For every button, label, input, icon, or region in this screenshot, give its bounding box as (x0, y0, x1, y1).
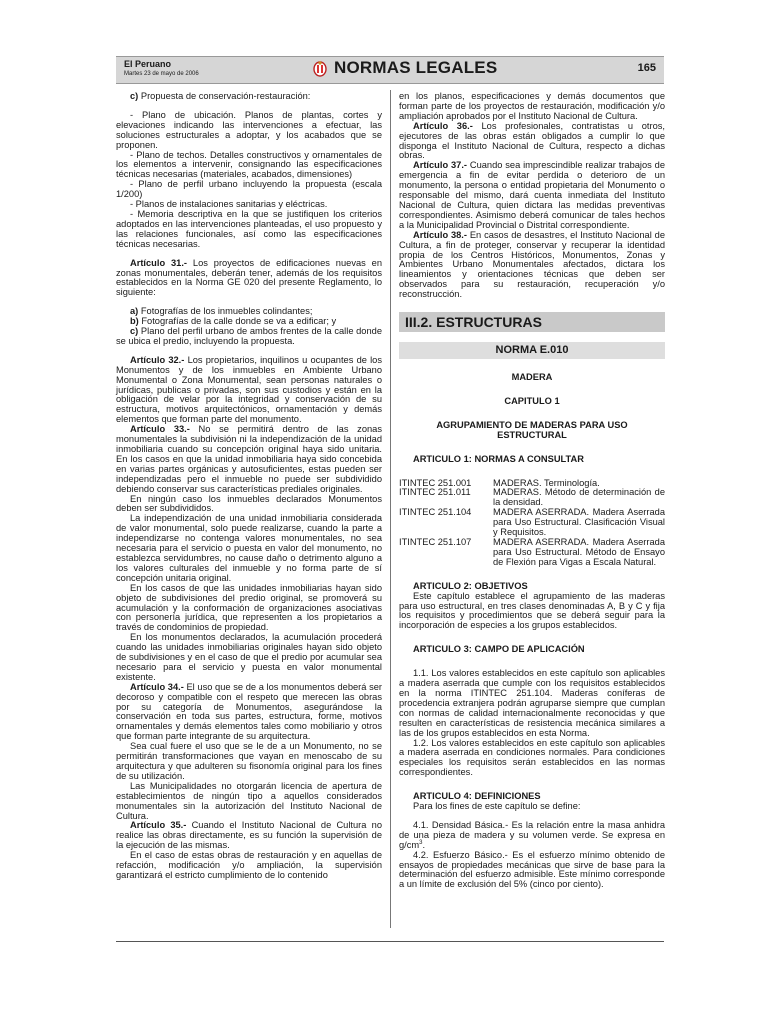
spacer (399, 359, 665, 373)
bullet: - Memoria descriptiva en la que se justifiquen los criterios adoptados en las intervenciones planteadas, el uso propuesto y las relaciones funcionales, así como las especificaciones técnicas necesarias. (116, 208, 382, 249)
chapter-number: CAPITULO 1 (504, 395, 560, 406)
madera-heading: MADERA (511, 372, 553, 383)
spacer (399, 655, 665, 669)
paragraph: En los casos de que las unidades inmobiliarias hayan sido objeto de subdivisiones del predio original, se promoverá su acumulación y la conformación de organizaciones asociativas con personería jurídica, que representen a los propietarios a través de condominios de propiedad. (116, 582, 382, 633)
paragraph: En ningún caso los inmuebles declarados Monumentos deben ser subdivididos. (116, 493, 382, 514)
column-divider (390, 90, 391, 928)
article-38: Artículo 38.- En casos de desastres, el Instituto Nacional de Cultura, a fin de proteger, conservar y recuperar la identidad propia de los Centros Históricos, Monumentos, Zonas y Ambientes Urbano Monumentales afectados, dictara los lineamientos y orientaciones técnicas que deben ser observados para su restauración, recuperación y/o reconstrucción. (399, 229, 665, 300)
reference-code: ITINTEC 251.001 (399, 477, 472, 488)
art31-item-b: b) Fotografías de la calle donde se va a edificar; y (130, 316, 337, 327)
article-33: Artículo 33.- No se permitirá dentro de las zonas monumentales la subdivisión ni la independización de la unidad inmobiliaria cuando su concepción original haya sido unitaria. En los casos en que la unidad inmobiliaria haya sido concebida en varias partes orgánicas y autosuficientes, estas pueden ser independizadas pero el inmueble no puede ser subdividido debiendo conservar sus características prediales originales. (116, 424, 382, 494)
reference-desc: MADERA ASERRADA. Madera Aserrada para Uso Estructural. Clasificación Visual y Requisitos. (493, 507, 665, 538)
article-2-text: Este capítulo establece el agrupamiento de las maderas para uso estructural, en tres clases denominadas A, B y C y fija los requisitos y procedimientos que se deberá seguir para la incorporación de especies a los grupos establecidos. (399, 590, 665, 631)
article-4-intro: Para los fines de este capítulo se define: (413, 801, 581, 812)
article-4-heading: ARTICULO 4: DEFINICIONES (413, 791, 541, 802)
article-2-heading: ARTICULO 2: OBJETIVOS (413, 580, 528, 591)
chapter-title: AGRUPAMIENTO DE MADERAS PARA USO ESTRUCTURAL (436, 419, 628, 440)
spacer (399, 407, 665, 421)
reference-code: ITINTEC 251.104 (399, 507, 472, 518)
reference-code: ITINTEC 251.011 (399, 487, 471, 498)
article-31: Artículo 31.- Los proyectos de edificaciones nuevas en zonas monumentales, deberán tener, además de los requisitos establecidos en la Norma GE 020 del presente Reglamento, lo siguiente: (116, 257, 383, 298)
reference-desc: MADERAS. Terminología. (493, 477, 600, 488)
spacer (399, 465, 665, 479)
publication-name: El Peruano (124, 59, 172, 69)
norma-heading: NORMA E.010 (399, 342, 665, 359)
bullet: - Plano de techos. Detalles constructivos y ornamentales de los elementos a intervenir, consignando las especificaciones técnicas necesarias (materiales, acabados, dimensiones) (116, 149, 382, 180)
bottom-rule (116, 941, 664, 942)
bullet: - Plano de ubicación. Planos de plantas, cortes y elevaciones indicando las intervenciones a efectuar, las soluciones estructurales a adoptar, y los acabados que se proponen. (116, 109, 382, 150)
reference-desc: MADERA ASERRADA. Madera Aserrada para Uso Estructural. Método de Ensayo de Flexión para Vigas a Escala Natural. (493, 537, 665, 567)
art31-item-a: a) Fotografías de los inmuebles colindantes; (130, 306, 313, 317)
article-34: Artículo 34.- El uso que se de a los monumentos deberá ser decoroso y compatible con el respeto que merecen las obras por su categoría de Monumentos, asegurándose la conservación en toda sus partes, estructura, forme, motivos ornamentales y demás elementos tales como mobiliario y otros que forman parte integrante de su arquitectura. (116, 681, 382, 742)
reference-row (399, 508, 665, 538)
bullet: - Planos de instalaciones sanitarias y eléctricas. (130, 199, 328, 210)
article-1-heading: ARTICULO 1: NORMAS A CONSULTAR (413, 453, 584, 464)
article-35: Artículo 35.- Cuando el Instituto Nacional de Cultura no realice las obras directamente, es su función la supervisión de la ejecución de las mismas. (116, 820, 382, 851)
section-heading-estructuras: III.2. ESTRUCTURAS (399, 312, 665, 332)
right-column (399, 92, 665, 890)
reference-row (399, 488, 665, 508)
paragraph: La independización de una unidad inmobiliaria considerada de valor monumental, solo puede realizarse, cuando la parte a independizarse no contenga valores monumentales, no sea necesaria para el servicio o puesta en valor del monumento, no establezca servidumbres, no cause daño o detrimento alguno a los valores culturales del inmueble y no forma parte de sí concepción unitaria original. (116, 513, 382, 583)
spacer (399, 778, 665, 792)
bullet: - Plano de perfil urbano incluyendo la propuesta (escala 1/200) (116, 179, 382, 200)
spacer (399, 568, 665, 582)
reference-code: ITINTEC 251.107 (399, 537, 472, 547)
reference-row (399, 538, 665, 568)
paragraph: 1.2. Los valores establecidos en este capítulo son aplicables a madera aserrada en condiciones normales. Para condiciones especiales los requisitos serán establecidos en las normas correspondientes. (399, 737, 665, 778)
article-32: Artículo 32.- Los propietarios, inquilinos u ocupantes de los Monumentos y de los inmuebles en Ambiente Urbano Monumental o Zona Monumental, sean personas naturales o jurídicas, publicas o privadas, son sus custodios y están en la obligación de velar por la integridad y conservación de su estructura, motivos arquitectónicos, ornamentación y demás elementos que forman parte del monumento. (116, 354, 382, 425)
spacer (399, 383, 665, 397)
left-column (116, 92, 382, 881)
article-3-heading: ARTICULO 3: CAMPO DE APLICACIÓN (413, 644, 585, 655)
page-header (116, 56, 664, 84)
spacer (399, 441, 665, 455)
paragraph: Las Municipalidades no otorgarán licencia de apertura de establecimientos de ningún tipo a aquellos considerados monumentales sin la autorización del Instituto Nacional de Cultura. (116, 780, 382, 821)
paragraph: En los monumentos declarados, la acumulación procederá cuando las unidades inmobiliarias originales hayan sido objeto de subdivisiones y en el caso de que el predio por acumular sea necesario para el servicio y puesta en valor monumental existente. (116, 632, 382, 682)
definition-stress: 4.2. Esfuerzo Básico.- Es el esfuerzo mínimo obtenido de ensayos de propiedades mecánicas que sirve de base para la determinación del esfuerzo admisible. Este mínimo corresponde a un límite de exclusión del 5% (cinco por ciento). (399, 849, 665, 890)
art31-item-c: c) Plano del perfil urbano de ambos frentes de la calle donde se ubica el predio, incluyendo la propuesta. (116, 326, 382, 346)
paragraph: 1.1. Los valores establecidos en este capítulo son aplicables a madera aserrada que cumple con los requisitos establecidos en la norma ITINTEC 251.104. Maderas coníferas de procedencia extranjera podrán agruparse siempre que cumplan con normas de calidad internacionalmente reconocidas y que resulten en características de resistencia mecánica similares a las de los grupos establecidos en esta Norma. (399, 668, 665, 738)
page-number: 165 (637, 62, 656, 74)
article-36: Artículo 36.- Los profesionales, contratistas u otros, ejecutores de las obras están obligados a cumplir lo que disponga el Instituto Nacional de Cultura, respecto a dichas obras. (399, 120, 665, 161)
item-c: c) Propuesta de conservación-restauración: (130, 91, 311, 101)
coat-of-arms-icon (311, 60, 329, 78)
definition-density: 4.1. Densidad Básica.- Es la relación entre la masa anhidra de una pieza de madera y su volumen verde. Se expresa en $g/cm^3$. (399, 819, 665, 850)
publication-date: Martes 23 de mayo de 2006 (124, 71, 199, 77)
article-37: Artículo 37.- Cuando sea imprescindible realizar trabajos de emergencia a fin de evitar perdida o deterioro de un monumento, la persona o entidad propietaria del Monumento o responsable del mismo, dará cuenta inmediata del Instituto Nacional de Cultura, quien dictara las medidas preventivas correspondientes. Asimismo deberá comunicar de tales hechos a la Municipalidad Provincial o Distrital correspondiente. (399, 160, 665, 230)
continuation-text: en los planos, especificaciones y demás documentos que forman parte de los proyectos de restauración, modificación y/o ampliación aprobados por el Instituto Nacional de Cultura. (399, 91, 665, 121)
paragraph: Sea cual fuere el uso que se le de a un Monumento, no se permitirán transformaciones que vayan en menoscabo de su arquitectura y que adulteren su fisonomía original para los fines de su utilización. (116, 741, 382, 781)
reference-desc: MADERAS. Método de determinación de la densidad. (493, 487, 665, 508)
section-title: NORMAS LEGALES (334, 58, 498, 77)
paragraph: En el caso de estas obras de restauración y en aquellas de refacción, modificación y/o ampliación, la supervisión garantizará el estricto cumplimiento de lo contenido (116, 850, 382, 880)
